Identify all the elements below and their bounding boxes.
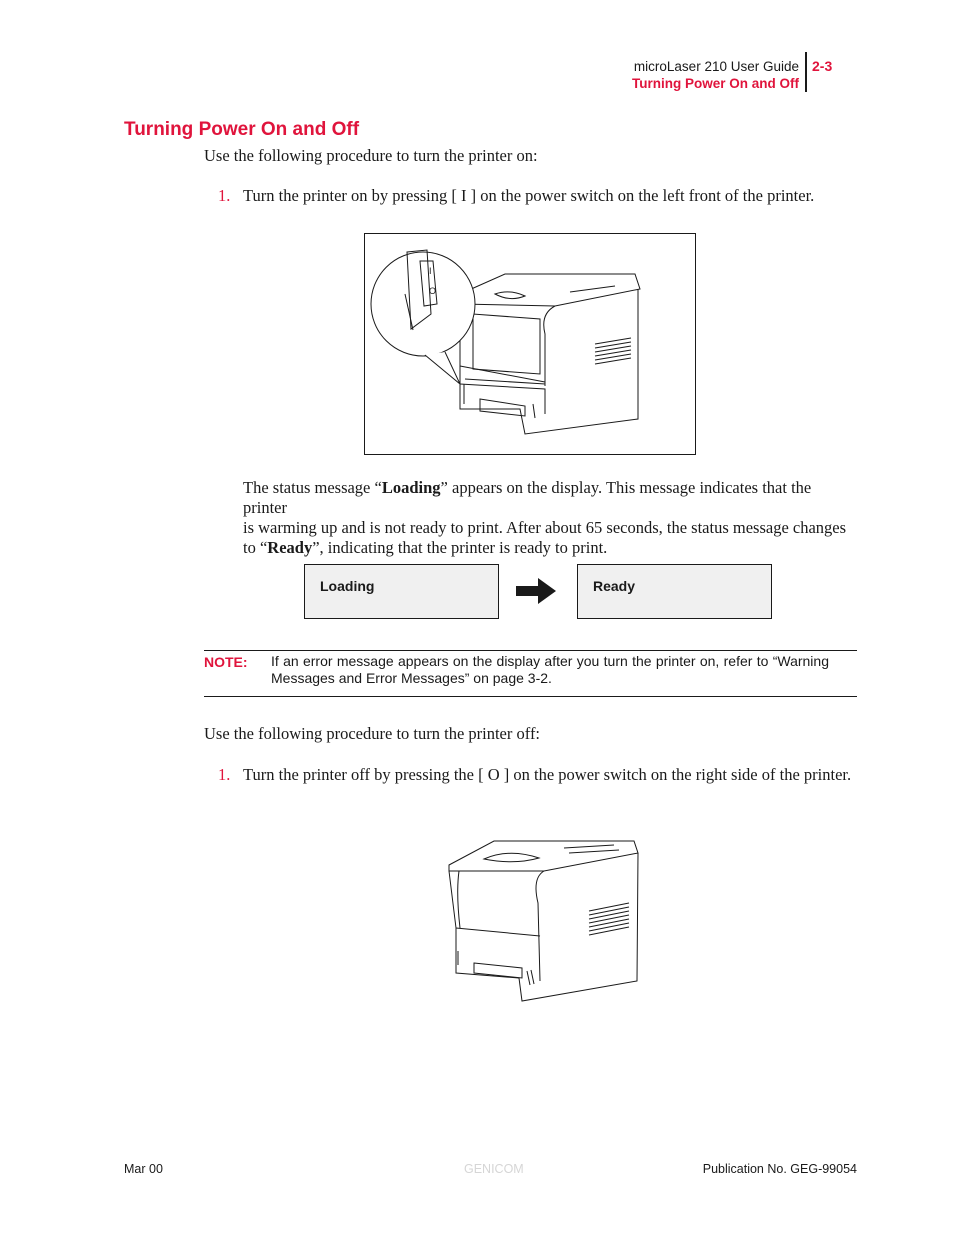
status-line-1: The status message “Loading” appears on the display. This message indicates that the printer: [243, 478, 812, 517]
footer-publication: Publication No. GEG-99054: [702, 1162, 857, 1176]
display-loading-text: Loading: [320, 578, 375, 594]
note-top-rule: [204, 650, 857, 651]
power-on-step-text: Turn the printer on by pressing [ I ] on the power switch on the left front of the printer.: [243, 186, 815, 205]
power-on-step-number: 1.: [218, 186, 231, 205]
printer-illustration: [444, 833, 644, 1005]
section-title: Turning Power On and Off: [124, 119, 360, 140]
status-line-2: is warming up and is not ready to print. After about 65 seconds, the status message changes: [243, 518, 847, 537]
ready-term: Ready: [267, 538, 313, 557]
running-header: [632, 58, 799, 92]
status-line-3: to “Ready”, indicating that the printer is ready to print.: [243, 538, 608, 557]
header-section-title: Turning Power On and Off: [632, 76, 799, 91]
note-text: If an error message appears on the display after you turn the printer on, refer to “Warning Messages and Error Messages” on page 3-2.: [271, 653, 829, 686]
display-ready-text: Ready: [593, 578, 636, 594]
page-number: 2-3: [812, 58, 833, 74]
footer-date: Mar 00: [124, 1162, 163, 1176]
power-off-intro: Use the following procedure to turn the printer off:: [204, 724, 541, 743]
footer-brand: GENICOM: [464, 1162, 524, 1176]
note-label: NOTE:: [204, 654, 248, 670]
header-divider: [805, 52, 807, 92]
loading-term: Loading: [381, 478, 441, 497]
power-on-intro: Use the following procedure to turn the printer on:: [204, 146, 538, 165]
printer-power-on-figure: [364, 233, 696, 455]
power-off-step-text: Turn the printer off by pressing the [ O ] on the power switch on the right side of the printer.: [243, 765, 852, 784]
switch-on-mark: I: [429, 266, 432, 276]
power-off-step-number: 1.: [218, 765, 231, 784]
status-paragraph: [243, 478, 857, 558]
arrow-right-icon: [516, 578, 556, 604]
printer-power-off-figure: [444, 833, 644, 1005]
printer-switch-illustration: [365, 234, 695, 454]
display-ready: [577, 564, 772, 619]
guide-title: microLaser 210 User Guide: [633, 59, 799, 74]
switch-off-mark: O: [429, 286, 437, 296]
note-bottom-rule: [204, 696, 857, 697]
display-loading: [304, 564, 499, 619]
